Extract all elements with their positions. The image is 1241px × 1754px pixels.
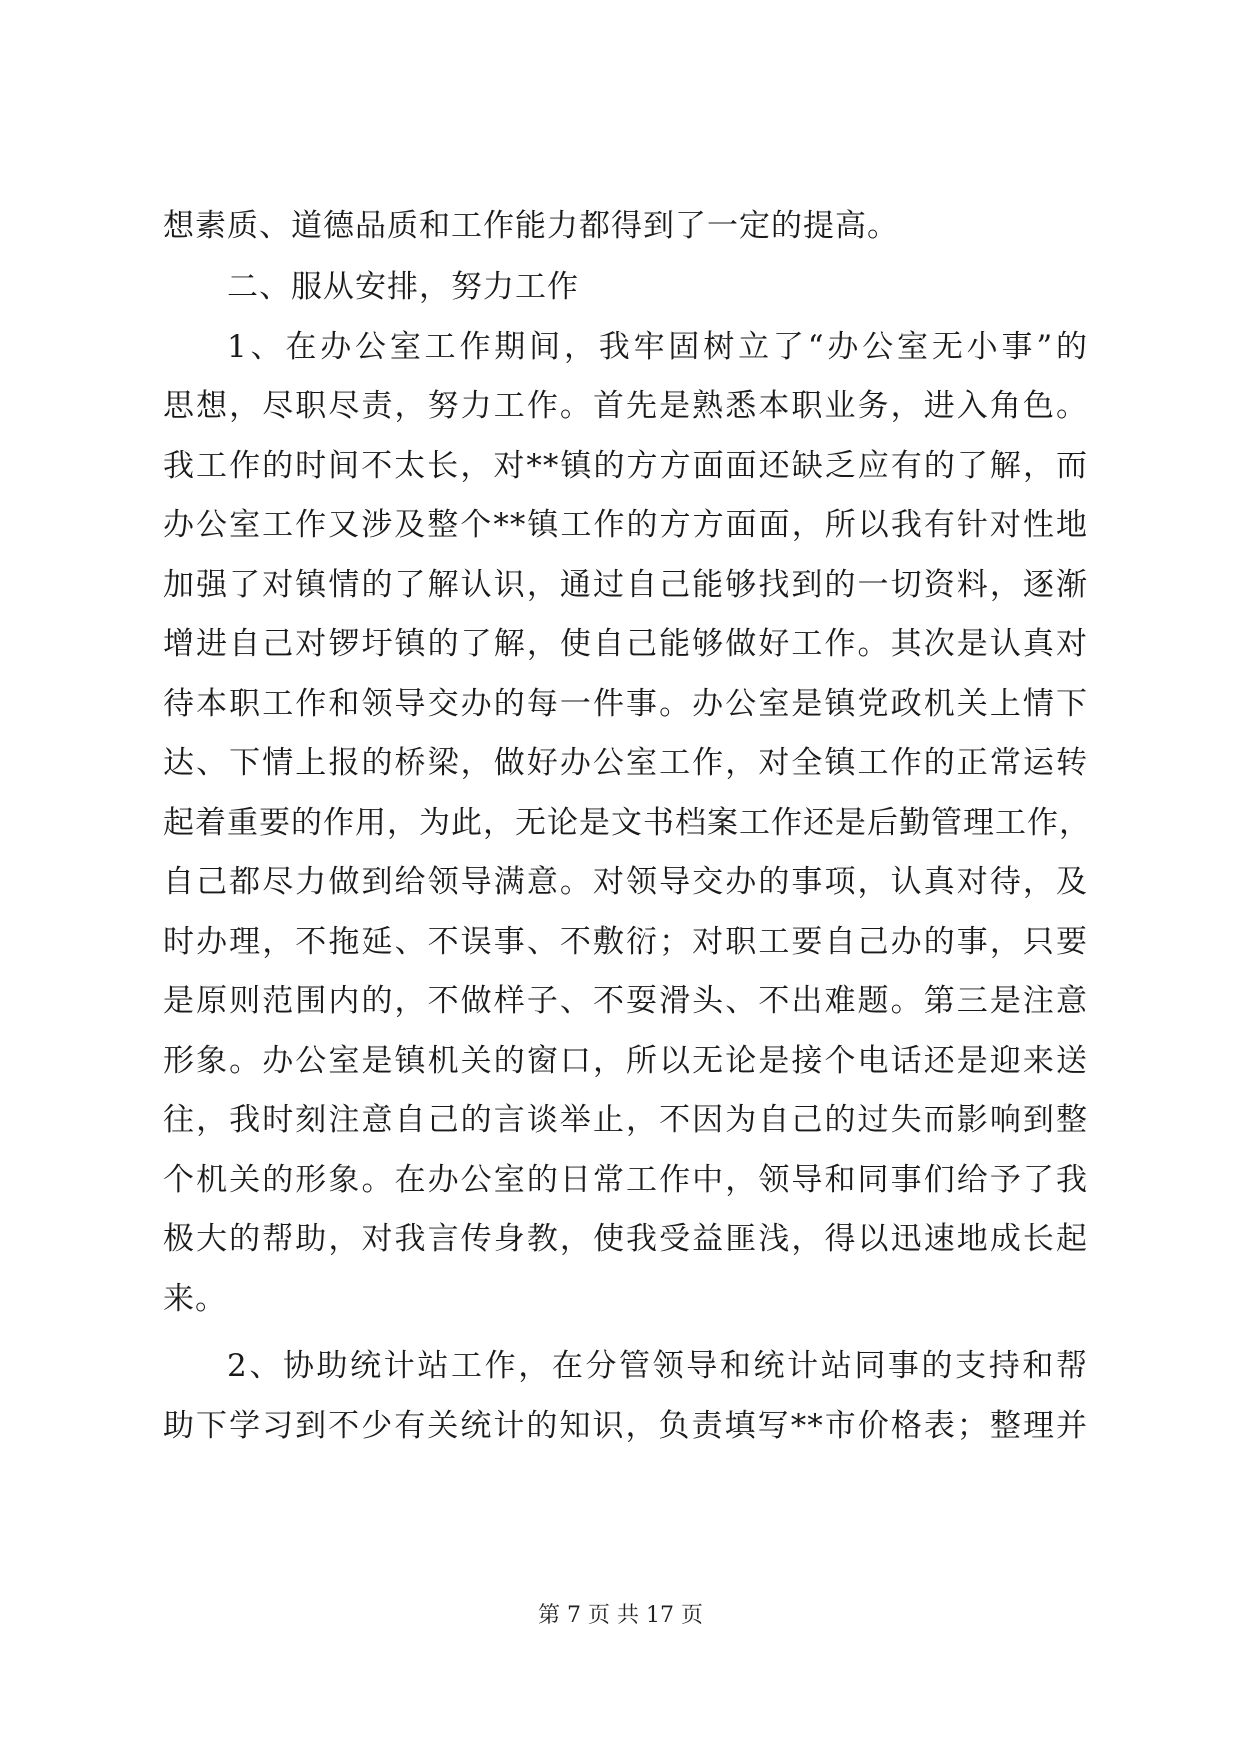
- text-line: 助下学习到不少有关统计的知识，负责填写**市价格表；整理并: [163, 1408, 1088, 1444]
- text-line: 达、下情上报的桥梁，做好办公室工作，对全镇工作的正常运转: [163, 745, 1088, 781]
- text-line: 是原则范围内的，不做样子、不耍滑头、不出难题。第三是注意: [163, 983, 1088, 1019]
- text-line: 2、协助统计站工作，在分管领导和统计站同事的支持和帮: [227, 1348, 1088, 1384]
- text-line: 极大的帮助，对我言传身教，使我受益匪浅，得以迅速地成长起: [163, 1221, 1088, 1257]
- text-line: 个机关的形象。在办公室的日常工作中，领导和同事们给予了我: [163, 1162, 1088, 1198]
- text-line: 我工作的时间不太长，对**镇的方方面面还缺乏应有的了解，而: [163, 448, 1088, 484]
- text-line: 增进自己对锣圩镇的了解，使自己能够做好工作。其次是认真对: [163, 626, 1088, 662]
- text-line: 待本职工作和领导交办的每一件事。办公室是镇党政机关上情下: [163, 686, 1088, 722]
- text-line: 想素质、道德品质和工作能力都得到了一定的提高。: [163, 208, 899, 244]
- page-number-footer: 第 7 页 共 17 页: [538, 1603, 703, 1628]
- section-heading: 二、服从安排，努力工作: [227, 269, 579, 305]
- text-line: 思想，尽职尽责，努力工作。首先是熟悉本职业务，进入角色。: [163, 388, 1088, 424]
- text-line: 形象。办公室是镇机关的窗口，所以无论是接个电话还是迎来送: [163, 1043, 1088, 1079]
- text-line: 办公室工作又涉及整个**镇工作的方方面面，所以我有针对性地: [163, 507, 1088, 543]
- text-line: 加强了对镇情的了解认识，通过自己能够找到的一切资料，逐渐: [163, 567, 1088, 603]
- text-line: 自己都尽力做到给领导满意。对领导交办的事项，认真对待，及: [163, 864, 1088, 900]
- text-line: 1、在办公室工作期间，我牢固树立了“办公室无小事”的: [227, 329, 1088, 365]
- text-line: 往，我时刻注意自己的言谈举止，不因为自己的过失而影响到整: [163, 1102, 1088, 1138]
- text-line: 来。: [163, 1281, 227, 1317]
- text-line: 时办理，不拖延、不误事、不敷衍；对职工要自己办的事，只要: [163, 924, 1088, 960]
- text-line: 起着重要的作用，为此，无论是文书档案工作还是后勤管理工作，: [163, 805, 1091, 841]
